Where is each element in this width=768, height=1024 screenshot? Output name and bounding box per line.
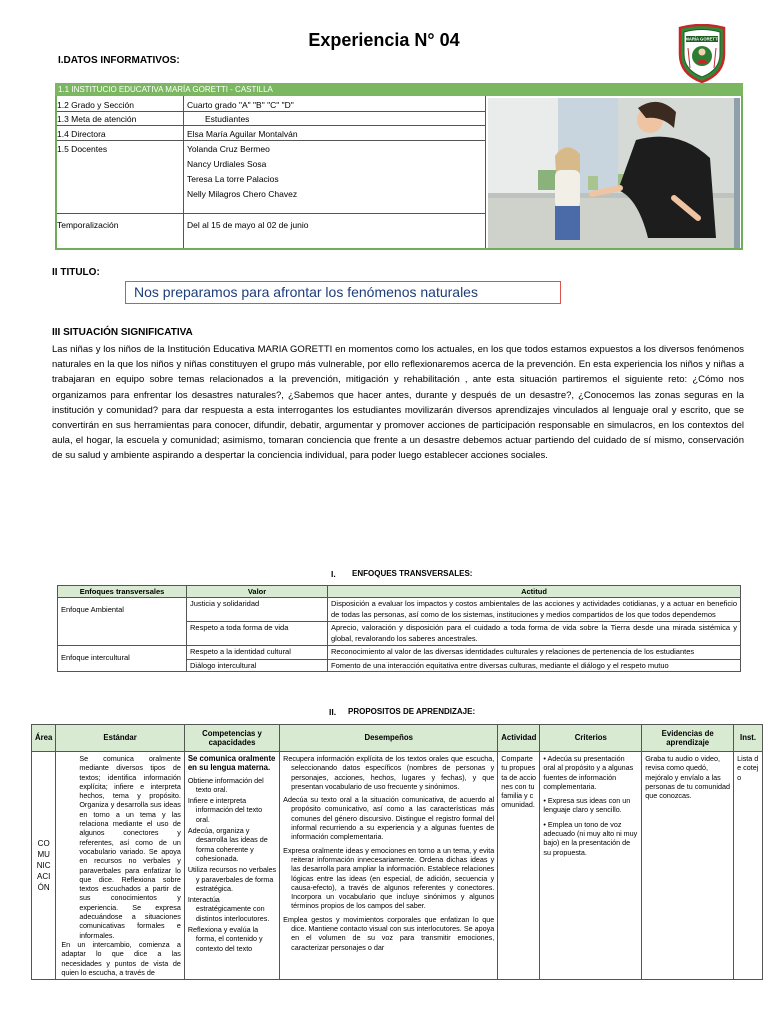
capacidad-item: Utiliza recursos no verbales y paraverbales de forma estratégica.	[187, 865, 277, 893]
col-area: Área	[32, 725, 56, 752]
col-valor: Valor	[187, 586, 328, 598]
capacidad-item: Adecúa, organiza y desarrolla las ideas de forma coherente y cohesionada.	[187, 826, 268, 863]
info-value-docente-3: Teresa La torre Palacios	[187, 174, 279, 184]
enfoques-heading-number: I.	[331, 569, 336, 579]
info-head-institucion: 1.1 INSTITUCIO EDUCATIVA MARÍA GORETTI - CASTILLA	[55, 83, 743, 96]
col-estandar: Estándar	[56, 725, 185, 752]
situacion-paragraph: Las niñas y los niños de la Institución Educativa MARIA GORETTI en momentos como los actuales, en los que todos estamos expuestos a los diversos fenómenos naturales en la que los niños y niñas constituyen el grupo más vulnerable, por ello reflexionaremos acerca de la prevención. En esta experiencia los niños y niñas a trabajaran en equipo sobre temas relacionados a la prevención, mitigación y rehabilitación , ante esta situación partiremos el siguiente reto: ¿Cómo nos organizamos para enfrentar los desastres naturales?, ¿Sabemos que hacer antes, durante y después de un desastre?, ¿Conocemos las zonas seguras en la institución y comunidad? para dar respuesta a esta interrogantes los estudiantes movilizarán diversos aprendizajes vinculados al lenguaje oral y escrito, que se convertirán en sus herramientas para conocer, difundir, debatir, argumentar y promover acciones de participación responsable en simulacros, en los contextos del aula, el hogar, la escuela y comunidad; asimismo, tomaran conciencia que frente a un desastre debemos actuar partiendo del cuidado de sí mismo, conservación de su salud y ambiente aspirando a despertar la conciencia individual, para poder luego establecer acciones sociales.	[52, 344, 744, 462]
desempeno-item: Recupera información explícita de los textos orales que escucha, seleccionando datos específicos (nombres de personas y personajes, acciones, hechos, lugares y fechas), y que presentan vocabulario de uso frecuente y sinónimos.	[283, 754, 495, 791]
criterio-item: • Adecúa su presentación oral al propósito y a algunas fuentes de información complementaria.	[543, 754, 634, 791]
page-title: Experiencia N° 04	[308, 30, 460, 50]
info-value-directora: Elsa María Aguilar Montalván	[187, 129, 298, 139]
enfoques-heading: ENFOQUES TRANSVERSALES:	[352, 569, 473, 578]
info-label-meta: 1.3 Meta de atención	[57, 114, 137, 124]
info-label-grado: 1.2 Grado y Sección	[57, 100, 135, 110]
enfoque-name: Enfoque Ambiental	[58, 598, 187, 646]
col-desempenos: Desempeños	[280, 725, 498, 752]
desempeno-item: Adecúa su texto oral a la situación comunicativa, de acuerdo al propósito comunicativo, así como a las características más comunes del género discursivo. Distingue el registro formal del informal recurriendo a su experiencia y a algunas fuentes de información complementaria.	[283, 795, 495, 842]
teacher-child-photo	[488, 98, 740, 248]
competencia-title: Se comunica oralmente en su lengua materna.	[187, 754, 276, 773]
capacidad-item: Infiere e interpreta información del texto oral.	[187, 796, 263, 824]
estandar-text: En un intercambio, comienza a adaptar lo que dice a las necesidades y puntos de vista de quien lo escucha, a través de	[61, 939, 181, 977]
valor-cell: Justicia y solidaridad	[187, 598, 328, 622]
col-actividad: Actividad	[498, 725, 540, 752]
situacion-label: III SITUACIÓN SIGNIFICATIVA	[52, 327, 193, 338]
section-datos-informativos: I.DATOS INFORMATIVOS:	[58, 55, 180, 66]
col-criterios: Criterios	[540, 725, 642, 752]
actitud-cell: Disposición a evaluar los impactos y costos ambientales de las acciones y actividades cotidianas, y a actuar en beneficio de todas las personas, así como de los sistemas, instituciones y medios compartidos de los que todos dependemos	[328, 598, 741, 622]
svg-text:MARÍA GORETTI: MARÍA GORETTI	[685, 36, 719, 42]
desempeno-item: Expresa oralmente ideas y emociones en torno a un tema, y evita reiterar información innecesariamente. Ordena dichas ideas y las desarrolla para ampliar la información. Establece relaciones lógicas entre las ideas (en especial, de adición, secuencia y causa-efecto), a través de algunos referentes y conectores. Incorpora un vocabulario que incluye sinónimos y algunos términos propios de los campos del saber.	[283, 845, 495, 911]
valor-cell: Diálogo intercultural	[187, 659, 328, 671]
col-evidencias: Evidencias de aprendizaje	[642, 725, 734, 752]
actitud-cell: Reconocimiento al valor de las diversas identidades culturales y relaciones de pertenencia de los estudiantes	[328, 646, 741, 660]
instrumento-cell: Lista de cotejo	[734, 752, 763, 980]
info-value-docente-4: Nelly Milagros Chero Chavez	[187, 189, 298, 199]
propositos-heading: PROPOSITOS DE APRENDIZAJE:	[348, 707, 476, 716]
enfoque-name: Enfoque intercultural	[58, 646, 187, 672]
enfoques-table	[57, 585, 741, 672]
col-competencias: Competencias y capacidades	[184, 725, 279, 752]
info-label-directora: 1.4 Directora	[57, 129, 106, 139]
col-instrumento: Inst.	[734, 725, 763, 752]
actitud-cell: Fomento de una interacción equitativa entre diversas culturas, mediante el diálogo y el respeto mutuo	[328, 659, 741, 671]
actitud-cell: Aprecio, valoración y disposición para el cuidado a toda forma de vida sobre la Tierra desde una mirada sistémica y global, revalorando los saberes ancestrales.	[328, 622, 741, 646]
info-value-meta: Estudiantes	[205, 114, 250, 124]
col-enfoques: Enfoques transversales	[58, 586, 187, 598]
info-value-docente-2: Nancy Urdiales Sosa	[187, 159, 267, 169]
desempeno-item: Emplea gestos y movimientos corporales que enfatizan lo que dice. Mantiene contacto visual con sus interlocutores. Se apoya en el volumen de su voz para transmitir emociones, caracterizar personajes o dar	[283, 914, 495, 952]
info-label-docentes: 1.5 Docentes	[57, 144, 108, 154]
experience-title-box: Nos preparamos para afrontar los fenómenos naturales	[125, 281, 561, 304]
capacidad-item: Interactúa estratégicamente con distintos interlocutores.	[187, 895, 270, 923]
info-value-temporalizacion: Del al 15 de mayo al 02 de junio	[187, 220, 309, 230]
info-value-docente-1: Yolanda Cruz Bermeo	[187, 144, 270, 154]
col-actitud: Actitud	[328, 586, 741, 598]
info-value-grado: Cuarto grado "A" "B" "C" "D"	[187, 100, 294, 110]
actividad-cell: Comparte tu propuesta de acciones con tu familia y comunidad.	[498, 752, 540, 980]
capacidad-item: Reflexiona y evalúa la forma, el contenido y contexto del texto	[187, 925, 263, 953]
propositos-table	[31, 724, 763, 980]
capacidad-item: Obtiene información del texto oral.	[187, 775, 264, 794]
valor-cell: Respeto a la identidad cultural	[187, 646, 328, 660]
criterio-item: • Expresa sus ideas con un lenguaje claro y sencillo.	[543, 796, 631, 815]
school-crest-logo	[676, 24, 728, 84]
criterio-item: • Emplea un tono de voz adecuado (ni muy alto ni muy bajo) en la presentación de su propuesta.	[543, 819, 638, 857]
evidencias-cell: Graba tu audio o video, revisa como quedó, mejóralo y envíalo a las personas de tu comunidad que conozcas.	[642, 752, 734, 980]
info-label-temporalizacion: Temporalización	[57, 220, 119, 230]
area-cell: COMUNICACIÓN	[32, 752, 56, 980]
valor-cell: Respeto a toda forma de vida	[187, 622, 328, 646]
estandar-text: Se comunica oralmente mediante diversos tipos de textos; identifica información explícita; infiere e interpreta hechos, tema y propósito. Organiza y desarrolla sus ideas en torno a un tema y las relaciona mediante el uso de algunos conectores y referentes, así como de un vocabulario variado. Se apoya en recursos no verbales y paraverbales para enfatizar lo que dice. Reflexiona sobre textos escuchados a partir de sus conocimientos y experiencia. Se expresa adecuándose a situaciones comunicativas formales e informales.	[79, 754, 181, 940]
propositos-heading-number: II.	[329, 707, 337, 717]
titulo-label: II TITULO:	[52, 267, 100, 278]
